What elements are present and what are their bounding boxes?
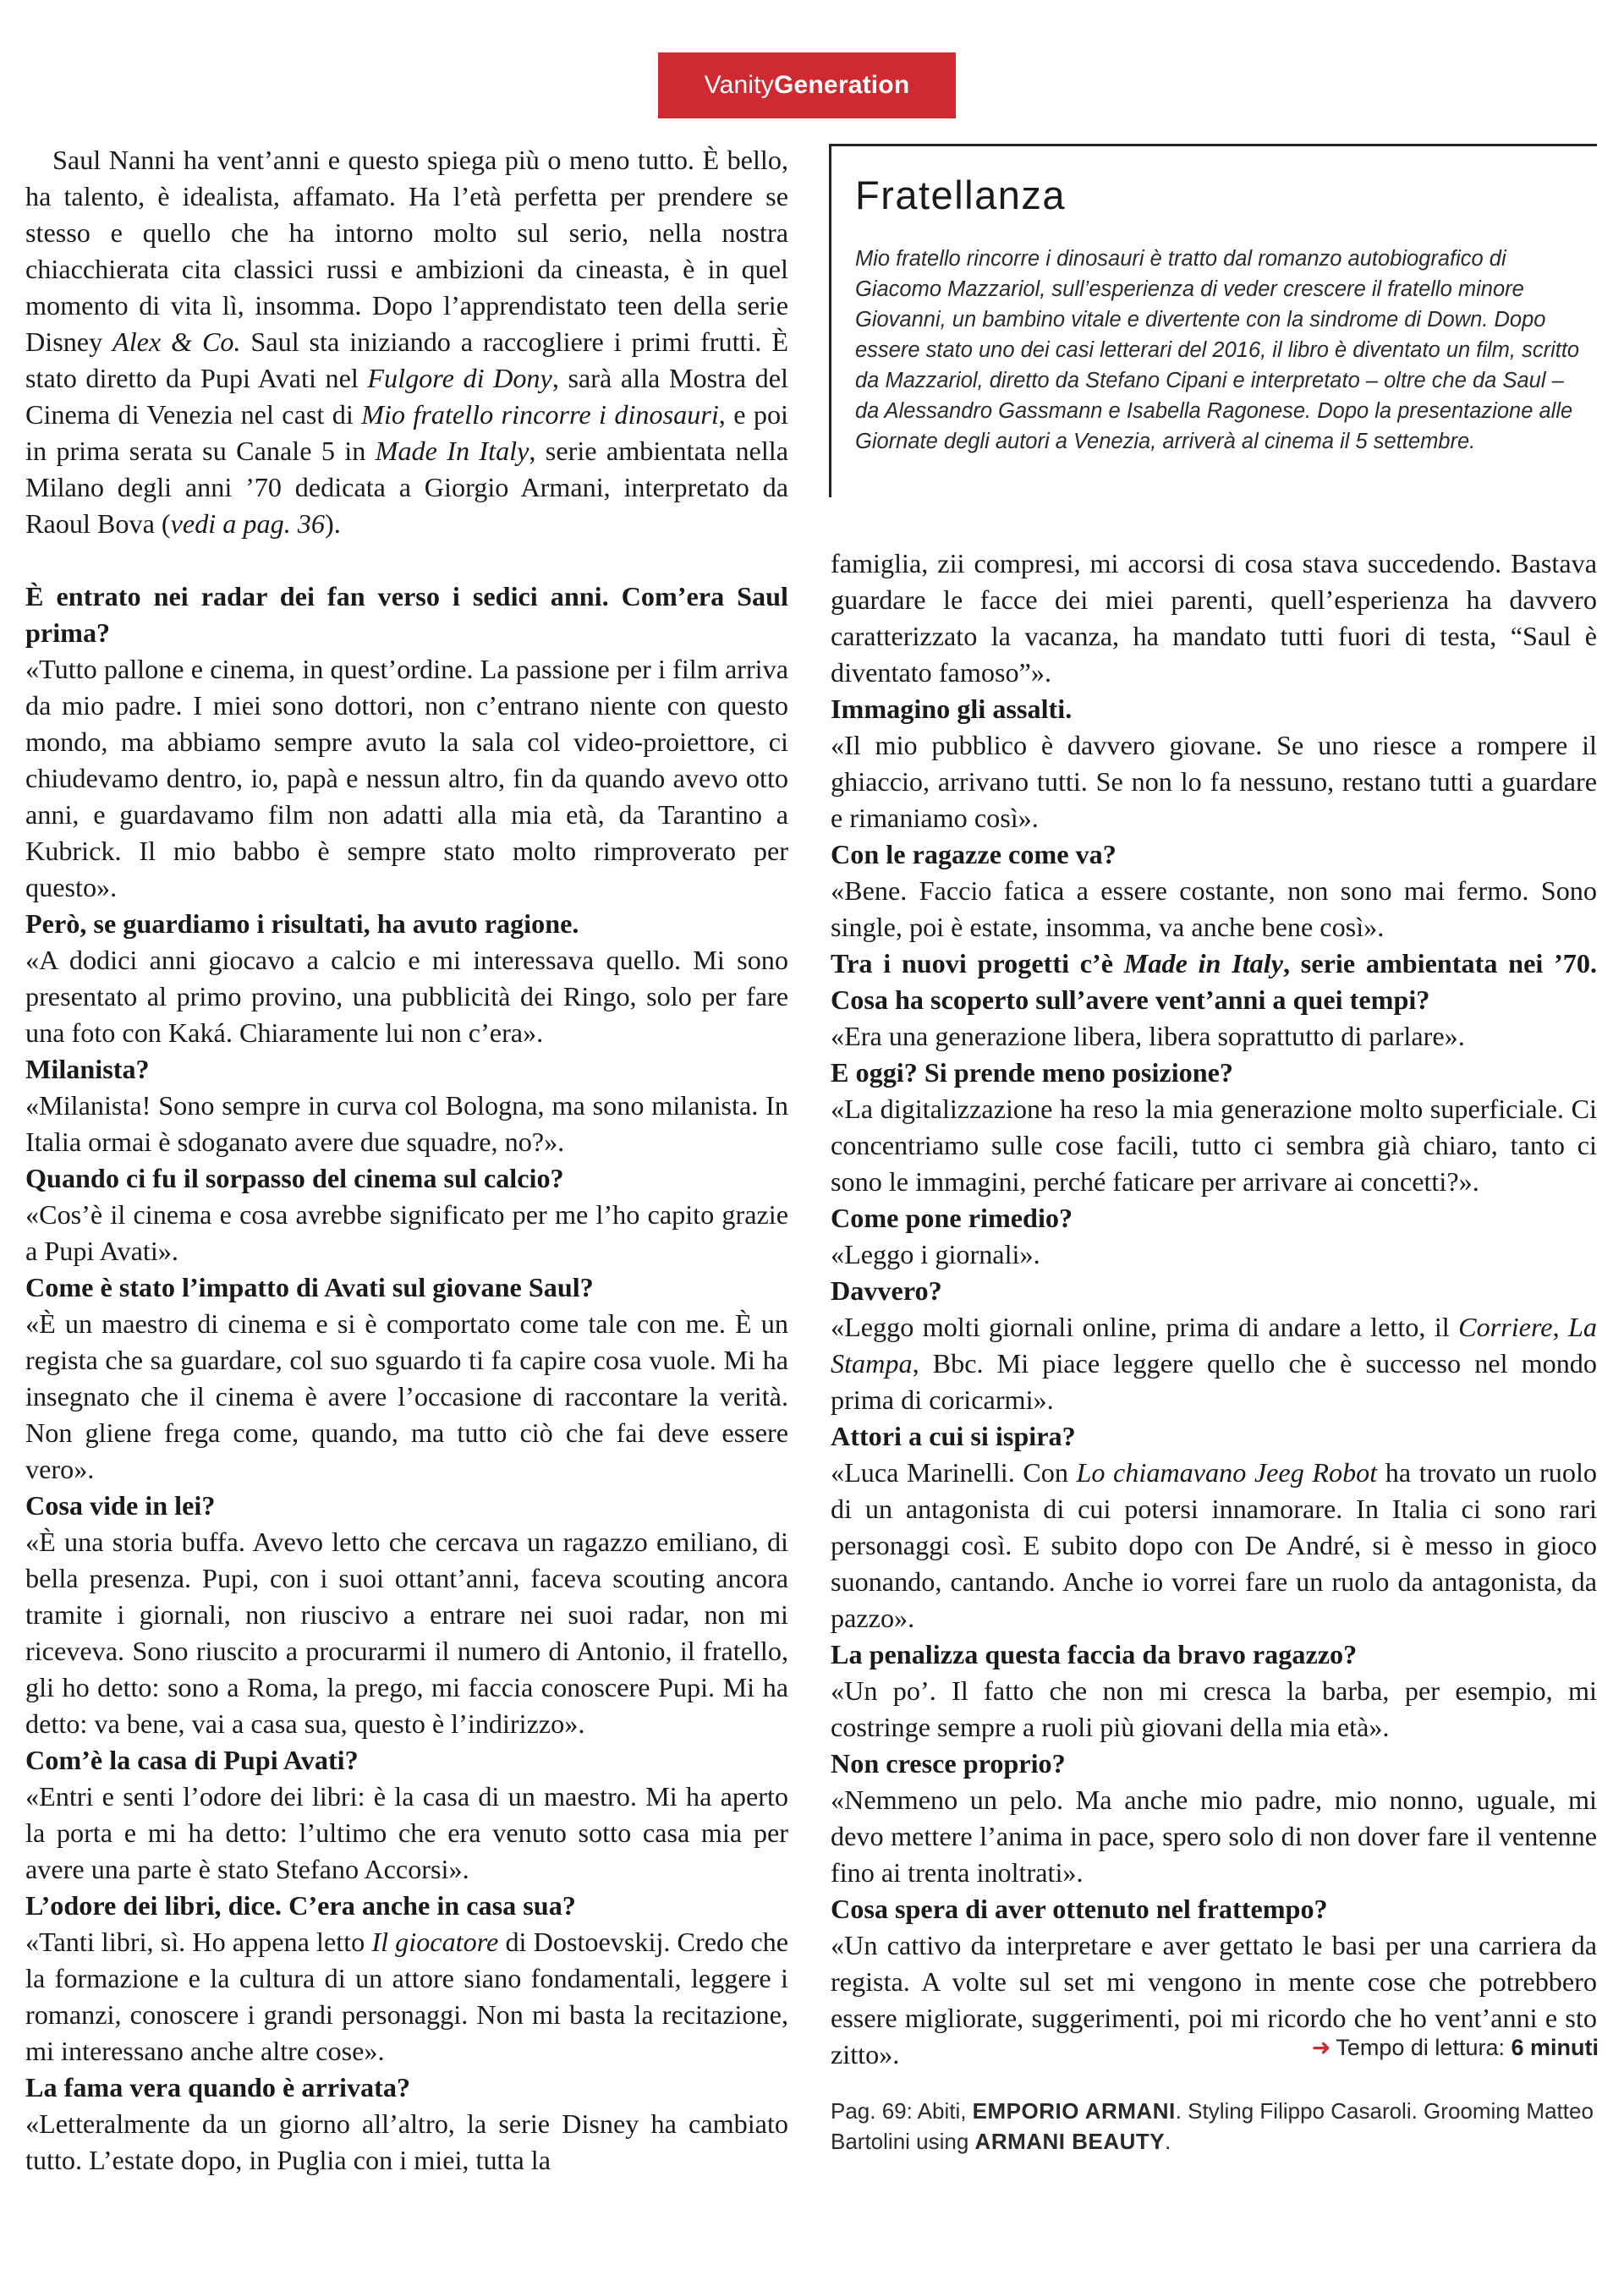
answer: «Il mio pubblico è davvero giovane. Se uno riesce a rompere il ghiaccio, arrivano tutti. Se non lo fa nessuno, restano tutti a guardare e rimaniamo così». — [831, 730, 1597, 833]
answer: «Letteralmente da un giorno all’altro, la serie Disney ha cambiato tutto. L’estate dopo, in Puglia con i miei, tutta la — [25, 2108, 788, 2175]
answer-italic: Lo chiamavano Jeeg Robot — [1076, 1457, 1378, 1488]
answer: «È una storia buffa. Avevo letto che cercava un ragazzo emiliano, di bella presenza. Pupi, con i suoi ottant’anni, faceva scouting ancora tramite i giornali, non riuscivo a entrare nei suoi radar, non mi riceveva. Sono riuscito a procurarmi il numero di Antonio, il fratello, gli ho detto: sono a Roma, la prego, mi faccia conoscere Pupi. Mi ha detto: va bene, vai a casa sua, questo è l’indirizzo». — [25, 1527, 788, 1739]
section-tab-light: Vanity — [704, 71, 774, 99]
intro-text: , e poi in prima serata su Canale 5 in — [25, 399, 789, 466]
answer-italic: La Stampa — [831, 1312, 1598, 1379]
answer: «Era una generazione libera, libera soprattutto di parlare». — [831, 1021, 1465, 1051]
question: L’odore dei libri, dice. C’era anche in casa sua? — [25, 1890, 576, 1921]
question: Milanista? — [25, 1054, 150, 1084]
answer — [831, 1309, 1597, 1418]
answer: «Nemmeno un pelo. Ma anche mio padre, mio nonno, uguale, mi devo mettere l’anima in pace, spero solo di non dover fare il ventenne fino ai trenta inoltrati». — [831, 1784, 1597, 1888]
question: La penalizza questa faccia da bravo ragazzo? — [831, 1639, 1358, 1669]
article-column-left — [25, 142, 788, 2179]
answer: «La digitalizzazione ha reso la mia generazione molto superficiale. Ci concentriamo sulle cose facili, tutto ci sembra già chiaro, tanto ci sono le immagini, perché faticare per arrivare ai concetti?». — [831, 1094, 1597, 1197]
question-text: Tra i nuovi progetti c’è — [831, 948, 1124, 979]
question: Quando ci fu il sorpasso del cinema sul calcio? — [25, 1163, 564, 1193]
sidebar-title: Fratellanza — [855, 173, 1066, 217]
reading-time — [1312, 2035, 1599, 2061]
photo-credits — [831, 2096, 1597, 2157]
question-text: , serie ambientata nei ’70. Cosa ha scoperto sull’avere vent’anni a quei tempi? — [831, 948, 1597, 1015]
intro-text: , sarà alla Mostra del Cinema di Venezia nel cast di — [25, 363, 788, 430]
intro-italic: Made In Italy — [375, 436, 529, 466]
answer-text: , Bbc. Mi piace leggere quello che è successo nel mondo prima di coricarmi». — [831, 1348, 1597, 1415]
intro-italic: Alex & Co. — [112, 326, 241, 357]
intro-text: Saul sta iniziando a raccogliere i primi frutti. È stato diretto da Pupi Avati nel — [25, 326, 788, 393]
arrow-right-icon: ➜ — [1311, 2035, 1331, 2060]
answer: «A dodici anni giocavo a calcio e mi interessava quello. Mi sono presentato al primo provino, una pubblicità dei Ringo, solo per fare una foto con Kaká. Chiaramente lui non c’era». — [25, 945, 788, 1048]
question: La fama vera quando è arrivata? — [25, 2072, 411, 2102]
answer — [25, 1924, 788, 2069]
reading-time-value: 6 minuti — [1511, 2035, 1599, 2060]
article-column-right — [831, 545, 1597, 2073]
question: Come è stato l’impatto di Avati sul giovane Saul? — [25, 1272, 594, 1302]
question: Davvero? — [831, 1275, 942, 1306]
credits-text: . — [1165, 2129, 1171, 2154]
question: Cosa vide in lei? — [25, 1490, 216, 1521]
answer: «Bene. Faccio fatica a essere costante, non sono mai fermo. Sono single, poi è estate, insomma, va anche bene così». — [831, 875, 1597, 942]
credits-text: Pag. 69: Abiti, — [831, 2098, 973, 2124]
answer: «Milanista! Sono sempre in curva col Bologna, ma sono milanista. In Italia ormai è sdoganato avere due squadre, no?». — [25, 1090, 788, 1157]
intro-italic: Fulgore di Dony — [367, 363, 552, 393]
section-tab — [658, 52, 956, 118]
question: Immagino gli assalti. — [831, 693, 1073, 724]
sidebar-text: è tratto dal romanzo autobiografico di Giacomo Mazzariol, sull’esperienza di veder crescere il fratello minore Giovanni, un bambino vitale e divertente con la sindrome di Down. Dopo essere stato uno dei casi letterari del 2016, il libro è diventato un film, scritto da Mazzariol, diretto da Stefano Cipani e interpretato – oltre che da Saul – da Alessandro Gassmann e Isabella Ragonese. Dopo la presentazione alle Giornate degli autori a Venezia, arriverà al cinema il 5 settembre. — [855, 247, 1580, 453]
question-italic: Made in Italy — [1123, 948, 1284, 979]
answer: «Cos’è il cinema e cosa avrebbe significato per me l’ho capito grazie a Pupi Avati». — [25, 1199, 788, 1266]
sidebar-book-title: Mio fratello rincorre i dinosauri — [855, 247, 1144, 271]
question: Come pone rimedio? — [831, 1203, 1073, 1233]
section-tab-bold: Generation — [773, 71, 910, 99]
answer: «Leggo i giornali». — [831, 1239, 1040, 1269]
intro-text: Saul Nanni ha vent’anni e questo spiega più o meno tutto. È bello, ha talento, è idealista, affamato. Ha l’età perfetta per prendere se stesso e quello che ha intorno molto sul serio, nella nostra chiacchierata cita classici russi e ambizioni da cineasta, è in quel momento di vita lì, insomma. Dopo l’apprendistato teen della serie Disney — [25, 145, 788, 357]
answer: «Tutto pallone e cinema, in quest’ordine. La passione per i film arriva da mio padre. I miei sono dottori, non c’entrano niente con questo mondo, ma abbiamo sempre avuto la sala col video-proiettore, ci chiudevamo dentro, io, papà e nessun altro, fin da quando avevo otto anni, e guardavamo film non adatti alla mia età, da Tarantino a Kubrick. Il mio babbo è sempre stato molto rimproverato per questo». — [25, 654, 788, 902]
intro-italic: vedi a pag. 36 — [170, 508, 325, 539]
answer: «Un po’. Il fatto che non mi cresca la barba, per esempio, mi costringe sempre a ruoli più giovani della mia età». — [831, 1675, 1597, 1742]
question: Però, se guardiamo i risultati, ha avuto ragione. — [25, 908, 579, 939]
answer-italic: Corriere — [1458, 1312, 1553, 1342]
reading-time-label: Tempo di lettura: — [1336, 2035, 1512, 2060]
question: Attori a cui si ispira? — [831, 1421, 1076, 1451]
intro-italic: Mio fratello rincorre i dinosauri — [361, 399, 719, 430]
question: Cosa spera di aver ottenuto nel frattempo? — [831, 1894, 1328, 1924]
sidebar-box — [829, 144, 1597, 497]
question: Non cresce proprio? — [831, 1748, 1066, 1779]
answer-text: ha trovato un ruolo di un antagonista di cui potersi innamorare. In Italia ci sono rari personaggi così. E subito dopo con De André, si è messo in gioco suonando, cantando. Anche io vorrei fare un ruolo da antagonista, da pazzo». — [831, 1457, 1598, 1633]
question: Con le ragazze come va? — [831, 839, 1116, 869]
intro-text: , serie ambientata nella Milano degli anni ’70 dedicata a Giorgio Armani, interpretato da Raoul Bova ( — [25, 436, 788, 539]
credits-text: . Styling Filippo Casaroli. Grooming Matteo Bartolini using — [831, 2098, 1594, 2154]
answer: «Entri e senti l’odore dei libri: è la casa di un maestro. Mi ha aperto la porta e mi ha detto: l’ultimo che era venuto sotto casa mia per avere una parte è stato Stefano Accorsi». — [25, 1781, 788, 1884]
answer — [831, 1455, 1597, 1636]
question — [831, 946, 1597, 1018]
answer: «È un maestro di cinema e si è comportato come tale con me. È un regista che sa guardare, col suo sguardo ti fa capire cosa vuole. Mi ha insegnato che il cinema è avere l’occasione di raccontare la verità. Non gliene frega come, quando, ma tutto ciò che fai deve essere vero». — [25, 1308, 788, 1484]
credits-brand: ARMANI BEAUTY — [974, 2129, 1166, 2154]
credits-brand: EMPORIO ARMANI — [972, 2098, 1176, 2124]
answer-text: «Tanti libri, sì. Ho appena letto — [25, 1927, 372, 1957]
question: Com’è la casa di Pupi Avati? — [25, 1745, 359, 1775]
answer-text: , — [1552, 1312, 1569, 1342]
question: E oggi? Si prende meno posizione? — [831, 1057, 1234, 1088]
answer-text: «Leggo molti giornali online, prima di andare a letto, il — [831, 1312, 1459, 1342]
answer-italic: Il giocatore — [371, 1927, 499, 1957]
article-intro — [25, 142, 788, 542]
answer: «Un cattivo da interpretare e aver gettato le basi per una carriera da regista. A volte sul set mi vengono in mente cose che potrebbero essere migliorate, suggerimenti, poi mi ricordo che ho vent’anni e sto zitto». — [831, 1930, 1597, 2069]
answer-text: di Dostoevskij. Credo che la formazione e la cultura di un attore siano fondamentali, leggere i romanzi, conoscere i grandi personaggi. Non mi basta la recitazione, mi interessano anche altre cose». — [25, 1927, 788, 2066]
question: È entrato nei radar dei fan verso i sedici anni. Com’era Saul prima? — [25, 581, 788, 648]
intro-text: ). — [325, 508, 341, 539]
sidebar-body — [855, 244, 1580, 457]
answer-continued: famiglia, zii compresi, mi accorsi di cosa stava succedendo. Bastava guardare le facce dei miei parenti, quell’esperienza ha davvero caratterizzato la vacanza, ha mandato tutti fuori di testa, “Saul è diventato famoso”». — [831, 548, 1597, 688]
answer-text: «Luca Marinelli. Con — [831, 1457, 1077, 1488]
